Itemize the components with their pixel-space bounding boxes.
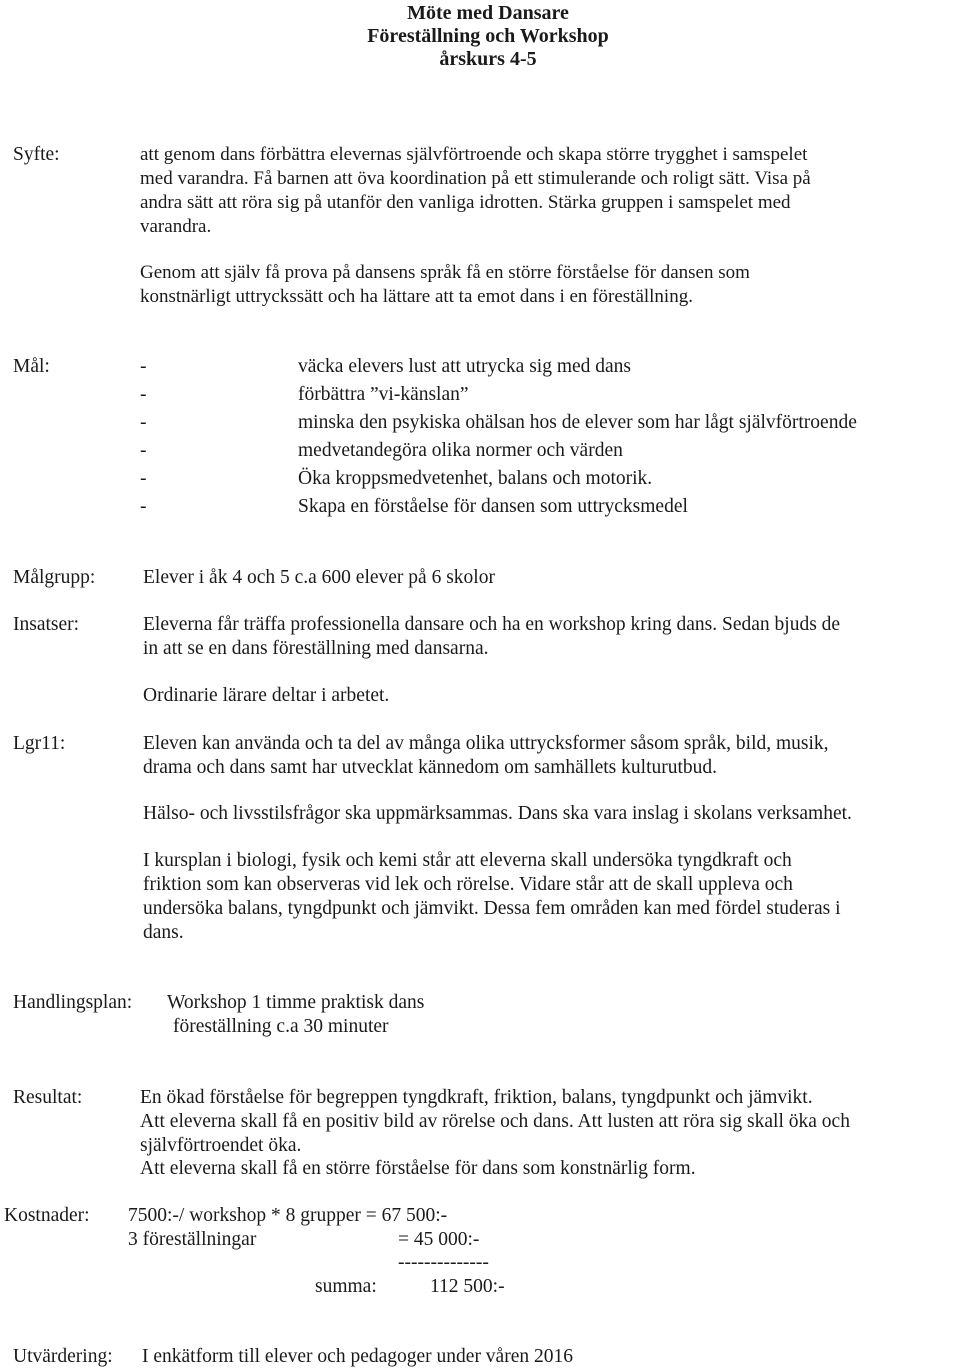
resultat-line: Att eleverna skall få en större förståelse för dans som konstnärlig form. [140,1158,696,1179]
lgr11-line: undersöka balans, tyngdpunkt och jämvikt. Dessa fem områden kan med fördel studeras i [143,898,841,919]
resultat-line: En ökad förståelse för begreppen tyngdkraft, friktion, balans, tyngdpunkt och jämvikt. [140,1087,813,1108]
syfte-line: andra sätt att röra sig på utanför den vanliga idrotten. Stärka gruppen i samspelet med [140,192,791,213]
document-title: Möte med Dansare [407,2,569,24]
cost-row-label: 3 föreställningar [128,1229,257,1250]
syfte-line: konstnärligt uttryckssätt och ha lättare att ta emot dans i en föreställning. [140,286,693,307]
document-subtitle: Föreställning och Workshop [367,25,609,47]
malgrupp-label: Målgrupp: [13,567,96,588]
lgr11-line: friktion som kan observeras vid lek och rörelse. Vidare står att de skall uppleva och [143,874,793,895]
cost-sum-value: 112 500:- [430,1276,505,1297]
goal-item: förbättra ”vi-känslan” [298,384,469,405]
document-grade: årskurs 4-5 [439,48,537,70]
cost-sum-label: summa: [315,1276,377,1297]
goal-item: Öka kroppsmedvetenhet, balans och motorik. [298,468,653,489]
resultat-label: Resultat: [13,1087,83,1108]
syfte-line: med varandra. Få barnen att öva koordination på ett stimulerande och roligt sätt. Visa på [140,168,811,189]
handlingsplan-line: föreställning c.a 30 minuter [173,1016,389,1037]
bullet-dash: - [140,496,147,517]
lgr11-line: Eleven kan använda och ta del av många olika uttrycksformer såsom språk, bild, musik, [143,733,829,754]
lgr11-line: drama och dans samt har utvecklat kännedom om samhällets kulturutbud. [143,757,718,778]
resultat-line: självförtroendet öka. [140,1135,302,1156]
insatser-line: Ordinarie lärare deltar i arbetet. [143,685,390,706]
lgr11-label: Lgr11: [13,733,66,754]
lgr11-line: Hälso- och livsstilsfrågor ska uppmärksammas. Dans ska vara inslag i skolans verksamhet. [143,803,852,824]
kostnader-label: Kostnader: [4,1205,90,1226]
utvardering-text: I enkätform till elever och pedagoger under våren 2016 [142,1346,573,1367]
bullet-dash: - [140,412,147,433]
bullet-dash: - [140,384,147,405]
goal-item: medvetandegöra olika normer och värden [298,440,623,461]
malgrupp-text: Elever i åk 4 och 5 c.a 600 elever på 6 skolor [143,567,495,588]
insatser-line: in att se en dans föreställning med dansarna. [143,638,489,659]
cost-row-value: = 45 000:- [398,1229,480,1250]
bullet-dash: - [140,468,147,489]
syfte-line: Genom att själv få prova på dansens språk få en större förståelse för dansen som [140,262,750,283]
resultat-line: Att eleverna skall få en positiv bild av rörelse och dans. Att lusten att röra sig skall öka och [140,1111,850,1132]
utvardering-label: Utvärdering: [13,1346,113,1367]
lgr11-line: dans. [143,922,184,943]
syfte-line: varandra. [140,216,212,237]
cost-row: 7500:-/ workshop * 8 grupper = 67 500:- [128,1205,448,1226]
goal-item: väcka elevers lust att utrycka sig med dans [298,356,632,377]
insatser-label: Insatser: [13,614,80,635]
syfte-label: Syfte: [13,144,60,165]
cost-separator: -------------- [398,1252,489,1273]
mal-label: Mål: [13,356,50,377]
bullet-dash: - [140,440,147,461]
goal-item: Skapa en förståelse för dansen som uttrycksmedel [298,496,688,517]
handlingsplan-line: Workshop 1 timme praktisk dans [167,992,425,1013]
goal-item: minska den psykiska ohälsan hos de elever som har lågt självförtroende [298,412,857,433]
bullet-dash: - [140,356,147,377]
syfte-line: att genom dans förbättra elevernas självförtroende och skapa större trygghet i samspelet [140,144,808,165]
insatser-line: Eleverna får träffa professionella dansare och ha en workshop kring dans. Sedan bjuds de [143,614,841,635]
lgr11-line: I kursplan i biologi, fysik och kemi står att eleverna skall undersöka tyngdkraft och [143,850,792,871]
handlingsplan-label: Handlingsplan: [13,992,133,1013]
